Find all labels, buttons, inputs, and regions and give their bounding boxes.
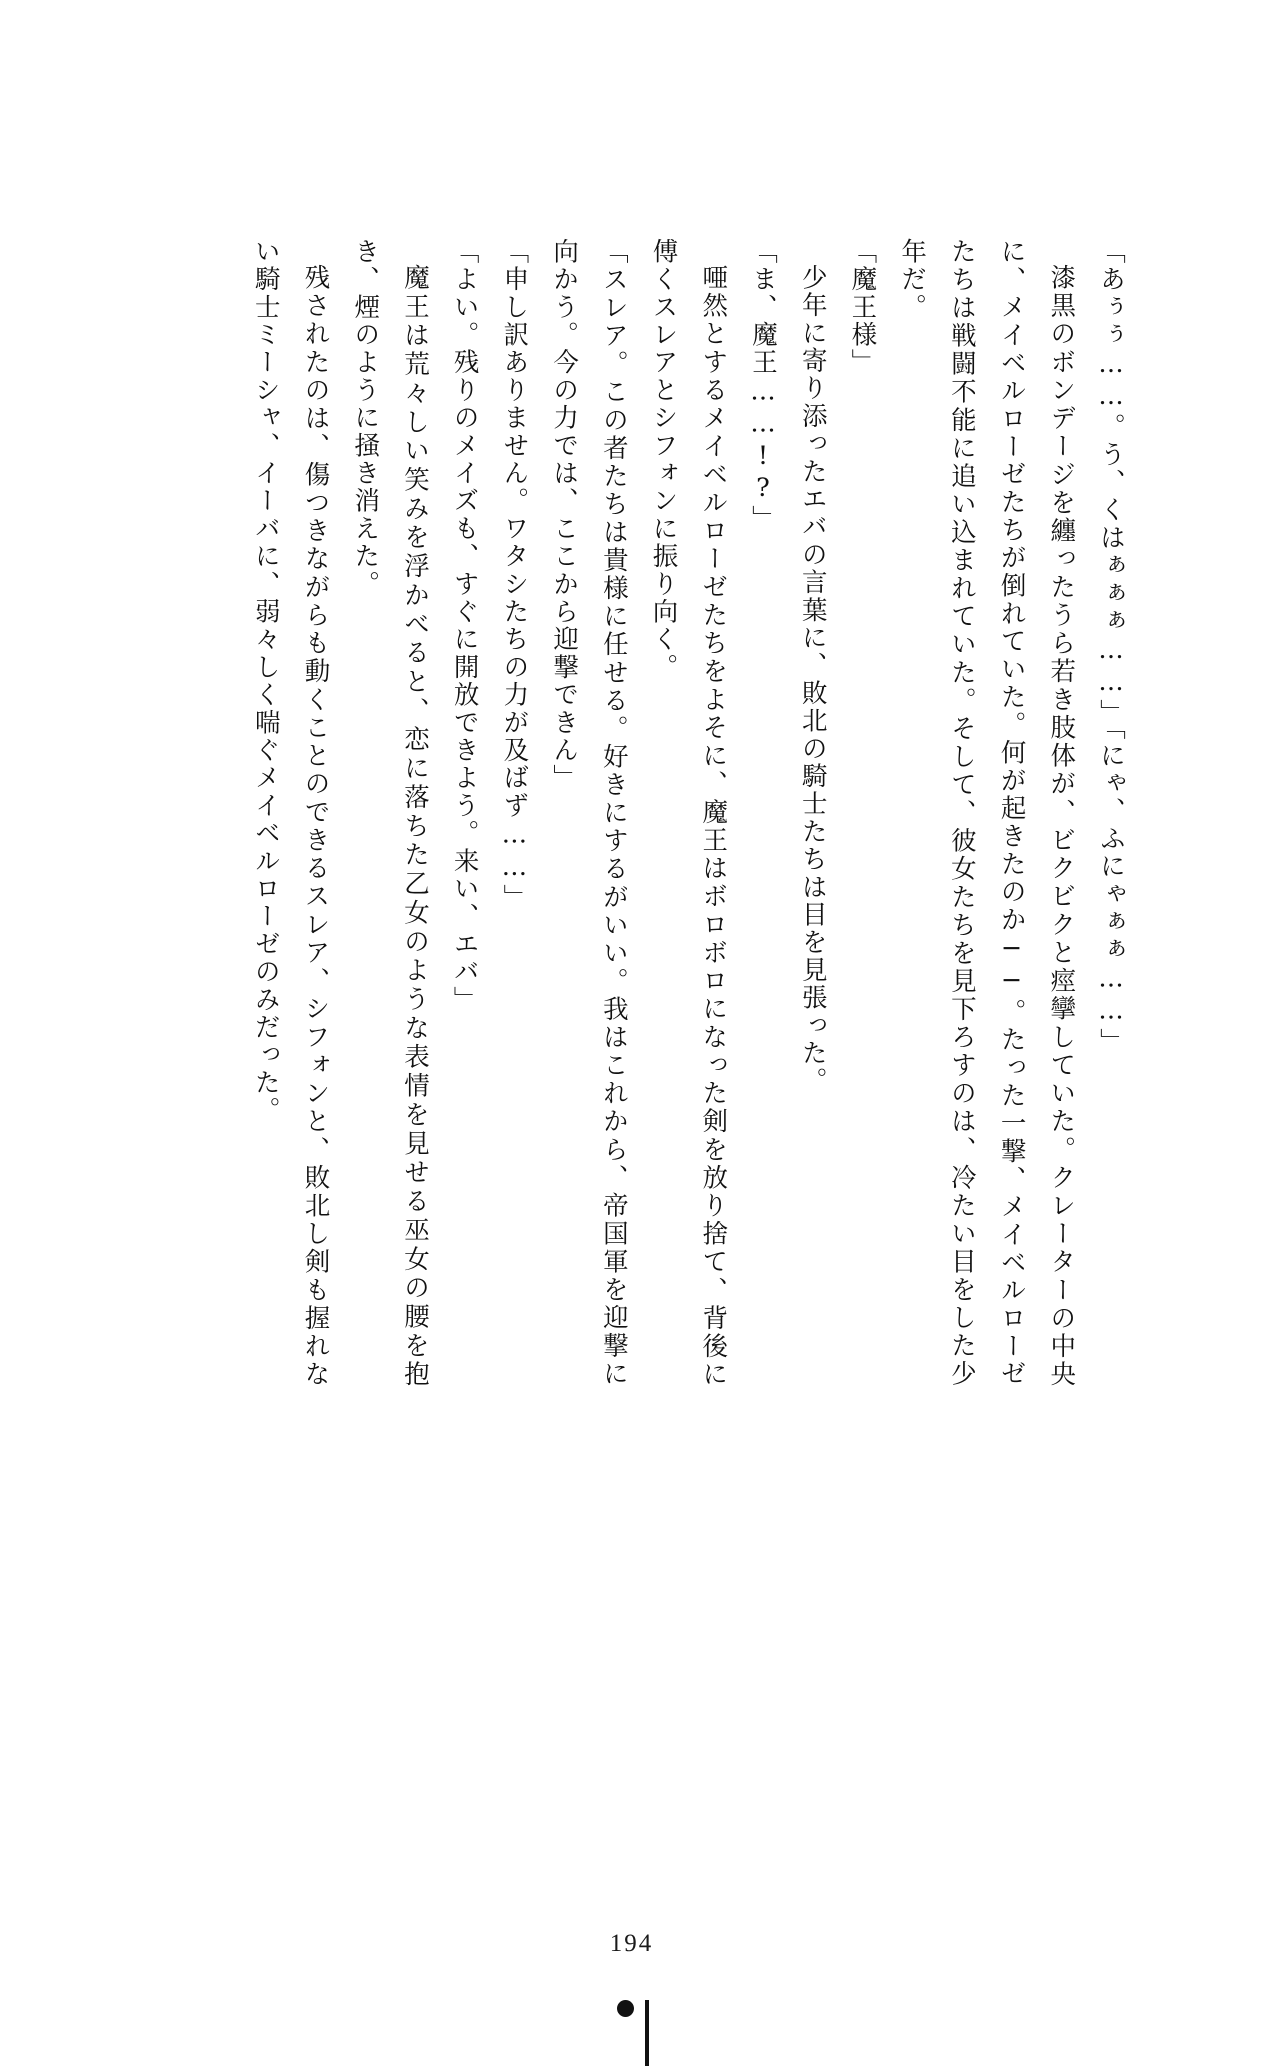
- body-text: [175, 238, 1135, 1388]
- marker-dot-icon: [617, 2000, 634, 2017]
- paragraph: 少年に寄り添ったエバの言葉に、敗北の騎士たちは目を見張った。: [797, 263, 828, 1095]
- paragraph: 魔王は荒々しい笑みを浮かべると、恋に落ちた乙女のような表情を見せる巫女の腰を抱き、煙のように掻き消えた。: [350, 238, 430, 1388]
- paragraph: 「申し訳ありません。ワタシたちの力が及ばず……」: [499, 238, 530, 912]
- paragraph: 「よい。残りのメイズも、すぐに開放できよう。来い、エバ」: [449, 238, 480, 1014]
- paragraph: 唖然とするメイベルローゼたちをよそに、魔王はボロボロになった剣を放り捨て、背後に傅くスレアとシフォンに振り向く。: [648, 238, 729, 1388]
- paragraph: 漆黒のボンデージを纏ったうら若き肢体が、ビクビクと痙攣していた。クレーターの中央に、メイベルローゼたちが倒れていた。何が起きたのか──。たった一撃、メイベルローゼたちは戦闘不能に追い込まれていた。そして、彼女たちを見下ろすのは、冷たい目をした少年だ。: [897, 238, 1077, 1388]
- paragraph: 残されたのは、傷つきながらも動くことのできるスレア、シフォンと、敗北し剣も握れない騎士ミーシャ、イーバに、弱々しく喘ぐメイベルローゼのみだった。: [250, 238, 331, 1388]
- page-marker-icon: [617, 2000, 679, 2066]
- paragraph: 「ま、魔王……!?」: [747, 238, 778, 533]
- paragraph: 「あぅぅ……。う、くはぁぁぁ……」「にゃ、ふにゃぁぁ……」: [1096, 238, 1126, 1056]
- paragraph: 「魔王様」: [847, 238, 878, 377]
- page-number: 194: [609, 1930, 654, 1957]
- paragraph: 「スレア。この者たちは貴様に任せる。好きにするがいい。我はこれから、帝国軍を迎撃に向かう。今の力では、ここから迎撃できん」: [549, 238, 629, 1388]
- marker-stem-icon: [645, 2000, 649, 2066]
- page-footer: [0, 1930, 1263, 1958]
